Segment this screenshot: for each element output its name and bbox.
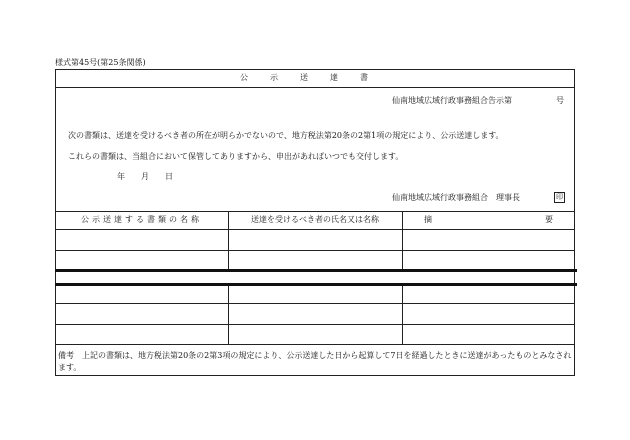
notice-number-suffix: 号 [556,96,564,105]
header-remarks-right: 要 [545,215,553,224]
seal-mark: 印 [556,193,563,201]
notice-number-label: 仙南地域広域行政事務組合告示第 [392,96,512,105]
remark-line [55,344,575,345]
header-recipient-name: 送達を受けるべき者の氏名又は名称 [251,215,379,224]
header-row-line [55,229,575,230]
column-divider-1-lower [228,286,229,344]
date-line: 年 月 日 [117,172,173,181]
row-line-3 [55,324,575,325]
body-paragraph-1: 次の書類は、送達を受けるべき者の所在が明らかでないので、地方税法第20条の2第1項の規定により、公示送達します。 [68,131,504,140]
form-id: 様式第45号(第25条関係) [55,58,146,67]
signatory: 仙南地域広域行政事務組合 理事長 [392,193,520,202]
table-top-line [55,211,575,212]
row-line-1 [55,250,575,251]
column-divider-2-upper [402,211,403,269]
remark-note: 備考 上記の書類は、地方税法第20条の2第3項の規定により、公示送達した日から起算して7日を経過したときに送達があったものとみなされます。 [58,351,572,372]
column-divider-2-lower [402,286,403,344]
header-remarks-left: 摘 [424,215,432,224]
section-break-top [55,269,577,272]
document-title: 公示送達書 [240,73,390,82]
section-break-bottom [55,283,577,286]
header-document-name: 公示送達する書類の名称 [81,215,202,224]
title-divider [55,87,575,88]
body-paragraph-2: これらの書類は、当組合において保管してありますから、申出があればいつでも交付します。 [68,152,404,161]
row-line-2 [55,303,575,304]
